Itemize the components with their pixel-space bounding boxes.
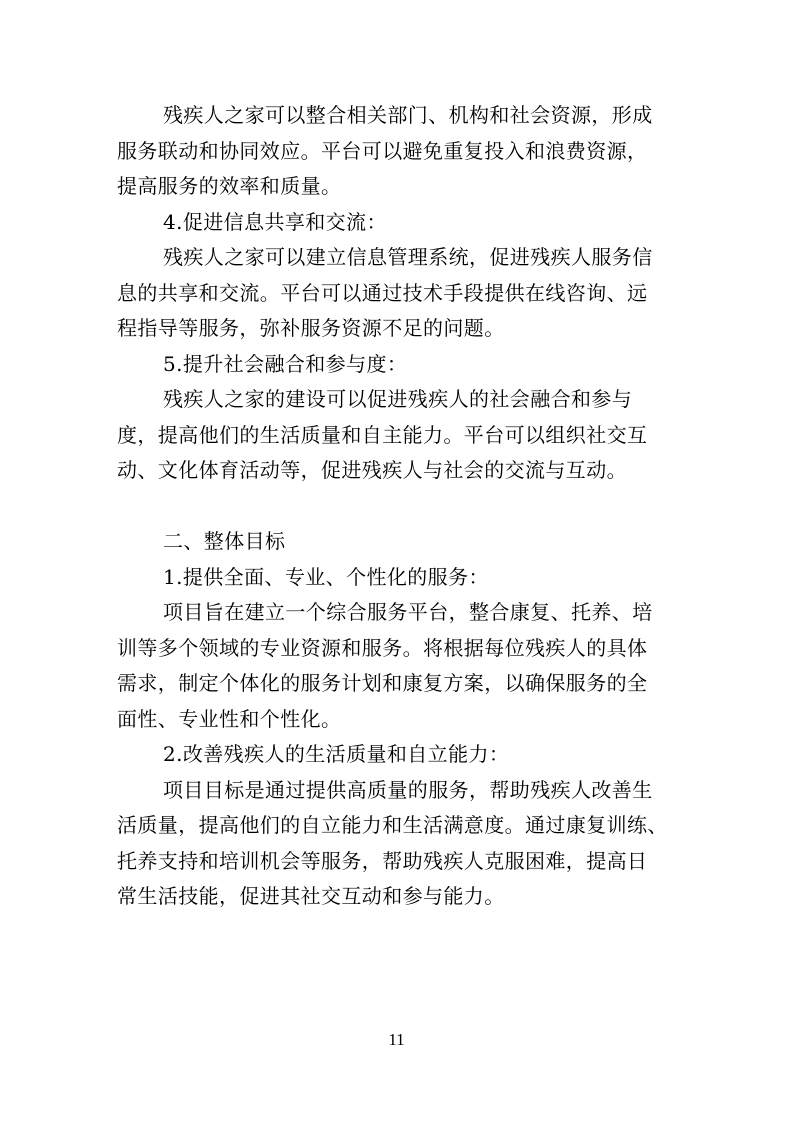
page-number: 11 [388,1030,405,1049]
paragraph-line: 残疾人之家可以建立信息管理系统，促进残疾人服务信 [163,245,653,269]
paragraph-line: 提高服务的效率和质量。 [117,174,342,198]
paragraph-line: 面性、专业性和个性化。 [117,706,342,731]
paragraph-line: 度，提高他们的生活质量和自主能力。平台可以组织社交互 [117,422,648,447]
paragraph-line: 项目旨在建立一个综合服务平台，整合康复、托养、培 [163,600,653,624]
paragraph-line: 动、文化体育活动等，促进残疾人与社会的交流与互动。 [117,458,627,482]
paragraph-line: 残疾人之家可以整合相关部门、机构和社会资源，形成 [163,103,653,127]
paragraph-line: 需求，制定个体化的服务计划和康复方案，以确保服务的全 [117,671,648,695]
section-heading: 4.促进信息共享和交流： [163,209,387,234]
section-heading: 2.改善残疾人的生活质量和自立能力： [163,742,510,766]
paragraph-line: 活质量，提高他们的自立能力和生活满意度。通过康复训练、 [117,813,668,837]
chapter-heading: 二、整体目标 [163,529,286,553]
paragraph-line: 服务联动和协同效应。平台可以避免重复投入和浪费资源， [117,138,648,163]
section-heading: 5.提升社会融合和参与度： [163,351,408,376]
paragraph-line: 残疾人之家的建设可以促进残疾人的社会融合和参与 [163,387,633,411]
section-heading: 1.提供全面、专业、个性化的服务： [163,564,489,589]
document-body [117,98,677,915]
blank-line [117,489,677,525]
paragraph-line: 息的共享和交流。平台可以通过技术手段提供在线咨询、远 [117,280,648,305]
paragraph-line: 训等多个领域的专业资源和服务。将根据每位残疾人的具体 [117,635,648,660]
paragraph-line: 托养支持和培训机会等服务，帮助残疾人克服困难，提高日 [117,848,648,873]
paragraph-line: 程指导等服务，弥补服务资源不足的问题。 [117,316,505,340]
paragraph-line: 常生活技能，促进其社交互动和参与能力。 [117,884,505,908]
paragraph-line: 项目目标是通过提供高质量的服务，帮助残疾人改善生 [163,777,653,802]
